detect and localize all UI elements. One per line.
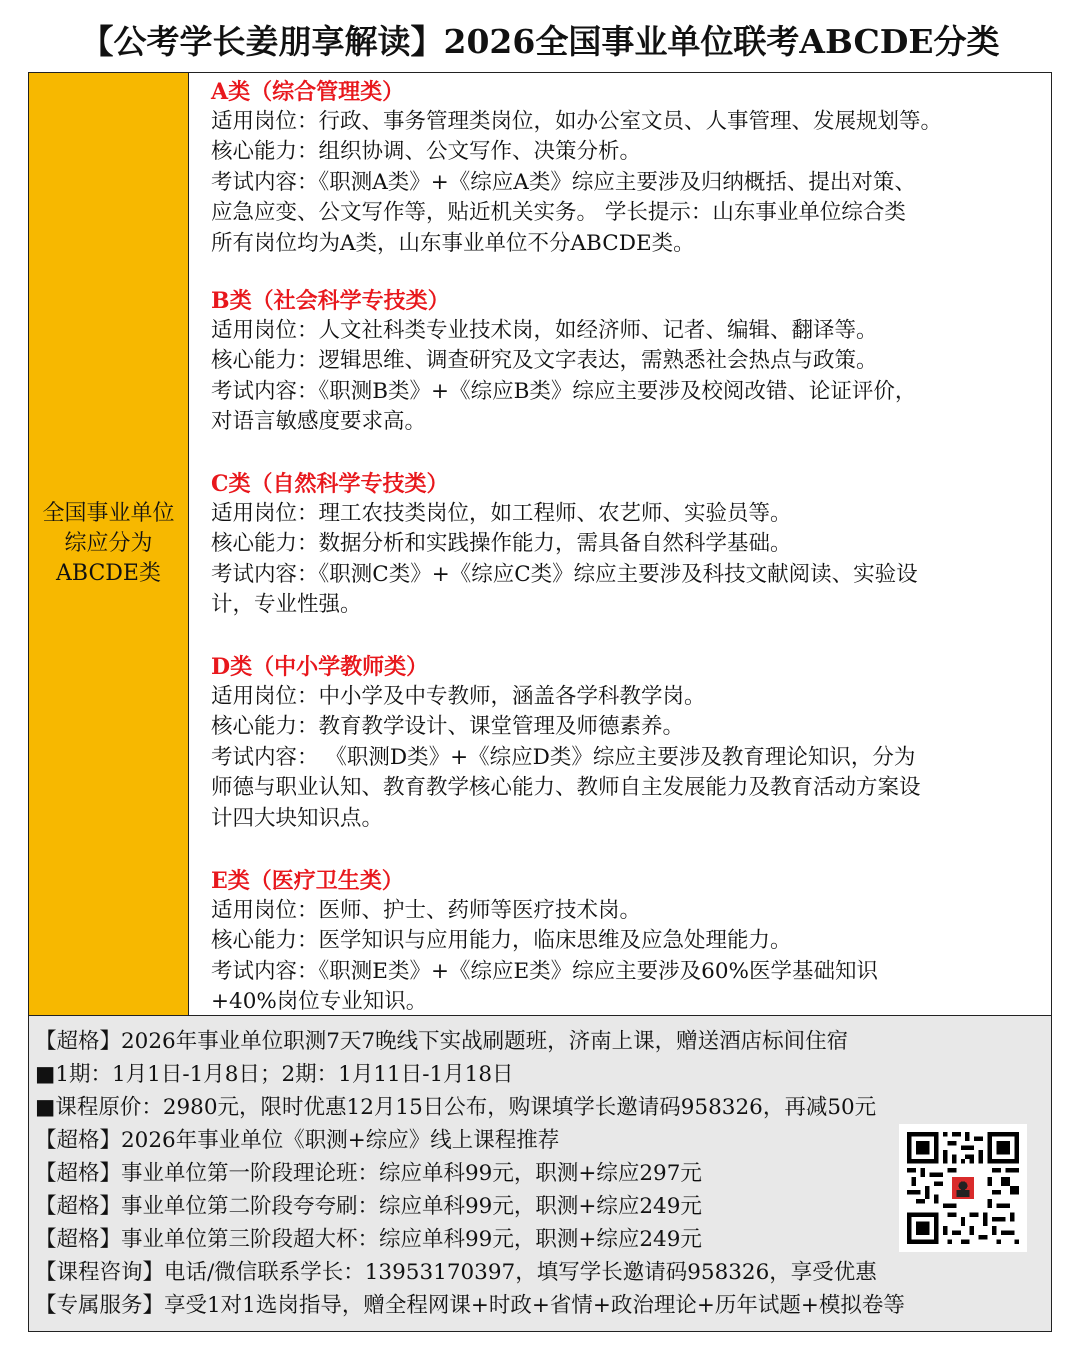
left-label-cell	[29, 73, 189, 1015]
section-line: 计四大块知识点。	[211, 805, 384, 831]
section-title: B类（社会科学专技类）	[211, 288, 450, 314]
course-line: 【超格】事业单位第二阶段夸夸刷：综应单科99元，职测+综应249元	[35, 1194, 702, 1219]
section-title: C类（自然科学专技类）	[211, 471, 449, 497]
section-a	[211, 77, 1051, 259]
section-line: 适用岗位：理工农技类岗位，如工程师、农艺师、实验员等。	[211, 501, 792, 526]
contact-line: 【课程咨询】电话/微信联系学长：13953170397，填写学长邀请码958326，享受优惠	[35, 1260, 877, 1285]
section-line: 适用岗位：人文社科类专业技术岗，如经济师、记者、编辑、翻译等。	[211, 318, 878, 343]
section-title: E类（医疗卫生类）	[211, 868, 404, 894]
course-line: ■课程原价：2980元，限时优惠12月15日公布，购课填学长邀请码958326，再减50元	[35, 1095, 877, 1120]
course-line: 【超格】事业单位第三阶段超大杯：综应单科99元，职测+综应249元	[35, 1227, 702, 1252]
section-line: 核心能力：逻辑思维、调查研究及文字表达，需熟悉社会热点与政策。	[211, 348, 878, 374]
section-line: +40%岗位专业知识。	[211, 989, 428, 1015]
section-e	[211, 866, 1051, 1015]
section-line: 应急应变、公文写作等，贴近机关实务。 学长提示：山东事业单位综合类	[211, 200, 906, 226]
section-line: 所有岗位均为A类，山东事业单位不分ABCDE类。	[211, 230, 695, 256]
qr-code-graphic	[907, 1132, 1019, 1244]
content-cell	[189, 73, 1051, 1015]
section-line: 核心能力：教育教学设计、课堂管理及师德素养。	[211, 714, 685, 740]
qr-code-icon[interactable]	[899, 1124, 1027, 1252]
section-line: 适用岗位：医师、护士、药师等医疗技术岗。	[211, 898, 642, 923]
section-title: D类（中小学教师类）	[211, 654, 429, 680]
section-line: 考试内容： 《职测D类》+《综应D类》综应主要涉及教育理论知识，分为	[211, 744, 916, 770]
course-info-panel	[28, 1016, 1052, 1332]
section-line: 考试内容：《职测E类》+《综应E类》综应主要涉及60%医学基础知识	[211, 958, 878, 984]
section-line: 师德与职业认知、教育教学核心能力、教师自主发展能力及教育活动方案设	[211, 775, 921, 801]
section-c	[211, 469, 1051, 621]
course-line: ■1期：1月1日-1月8日；2期：1月11日-1月18日	[35, 1062, 514, 1087]
section-title: A类（综合管理类）	[211, 79, 405, 105]
section-line: 计，专业性强。	[211, 592, 362, 618]
section-b	[211, 286, 1051, 438]
section-line: 核心能力：组织协调、公文写作、决策分析。	[211, 139, 642, 165]
page-title: 【公考学长姜朋享解读】2026全国事业单位联考ABCDE分类	[80, 22, 1000, 61]
section-d	[211, 652, 1051, 834]
section-line: 适用岗位：中小学及中专教师，涵盖各学科教学岗。	[211, 684, 706, 709]
section-line: 考试内容：《职测B类》+《综应B类》综应主要涉及校阅改错、论证评价，	[211, 378, 917, 404]
service-line: 【专属服务】享受1对1选岗指导，赠全程网课+时政+省情+政治理论+历年试题+模拟卷等	[35, 1293, 905, 1318]
course-line: 【超格】事业单位第一阶段理论班：综应单科99元，职测+综应297元	[35, 1161, 702, 1186]
section-line: 核心能力：医学知识与应用能力，临床思维及应急处理能力。	[211, 928, 792, 954]
section-line: 考试内容：《职测A类》+《综应A类》综应主要涉及归纳概括、提出对策、	[211, 169, 916, 195]
section-line: 核心能力：数据分析和实践操作能力，需具备自然科学基础。	[211, 531, 792, 557]
section-line: 考试内容：《职测C类》+《综应C类》综应主要涉及科技文献阅读、实验设	[211, 561, 918, 587]
course-line: 【超格】2026年事业单位《职测+综应》线上课程推荐	[35, 1128, 560, 1153]
course-line: 【超格】2026年事业单位职测7天7晚线下实战刷题班，济南上课，赠送酒店标间住宿	[35, 1029, 849, 1054]
classification-table	[28, 72, 1052, 1016]
section-line: 对语言敏感度要求高。	[211, 409, 427, 435]
section-line: 适用岗位：行政、事务管理类岗位，如办公室文员、人事管理、发展规划等。	[211, 109, 943, 134]
left-label: 全国事业单位 综应分为 ABCDE类	[42, 501, 175, 586]
